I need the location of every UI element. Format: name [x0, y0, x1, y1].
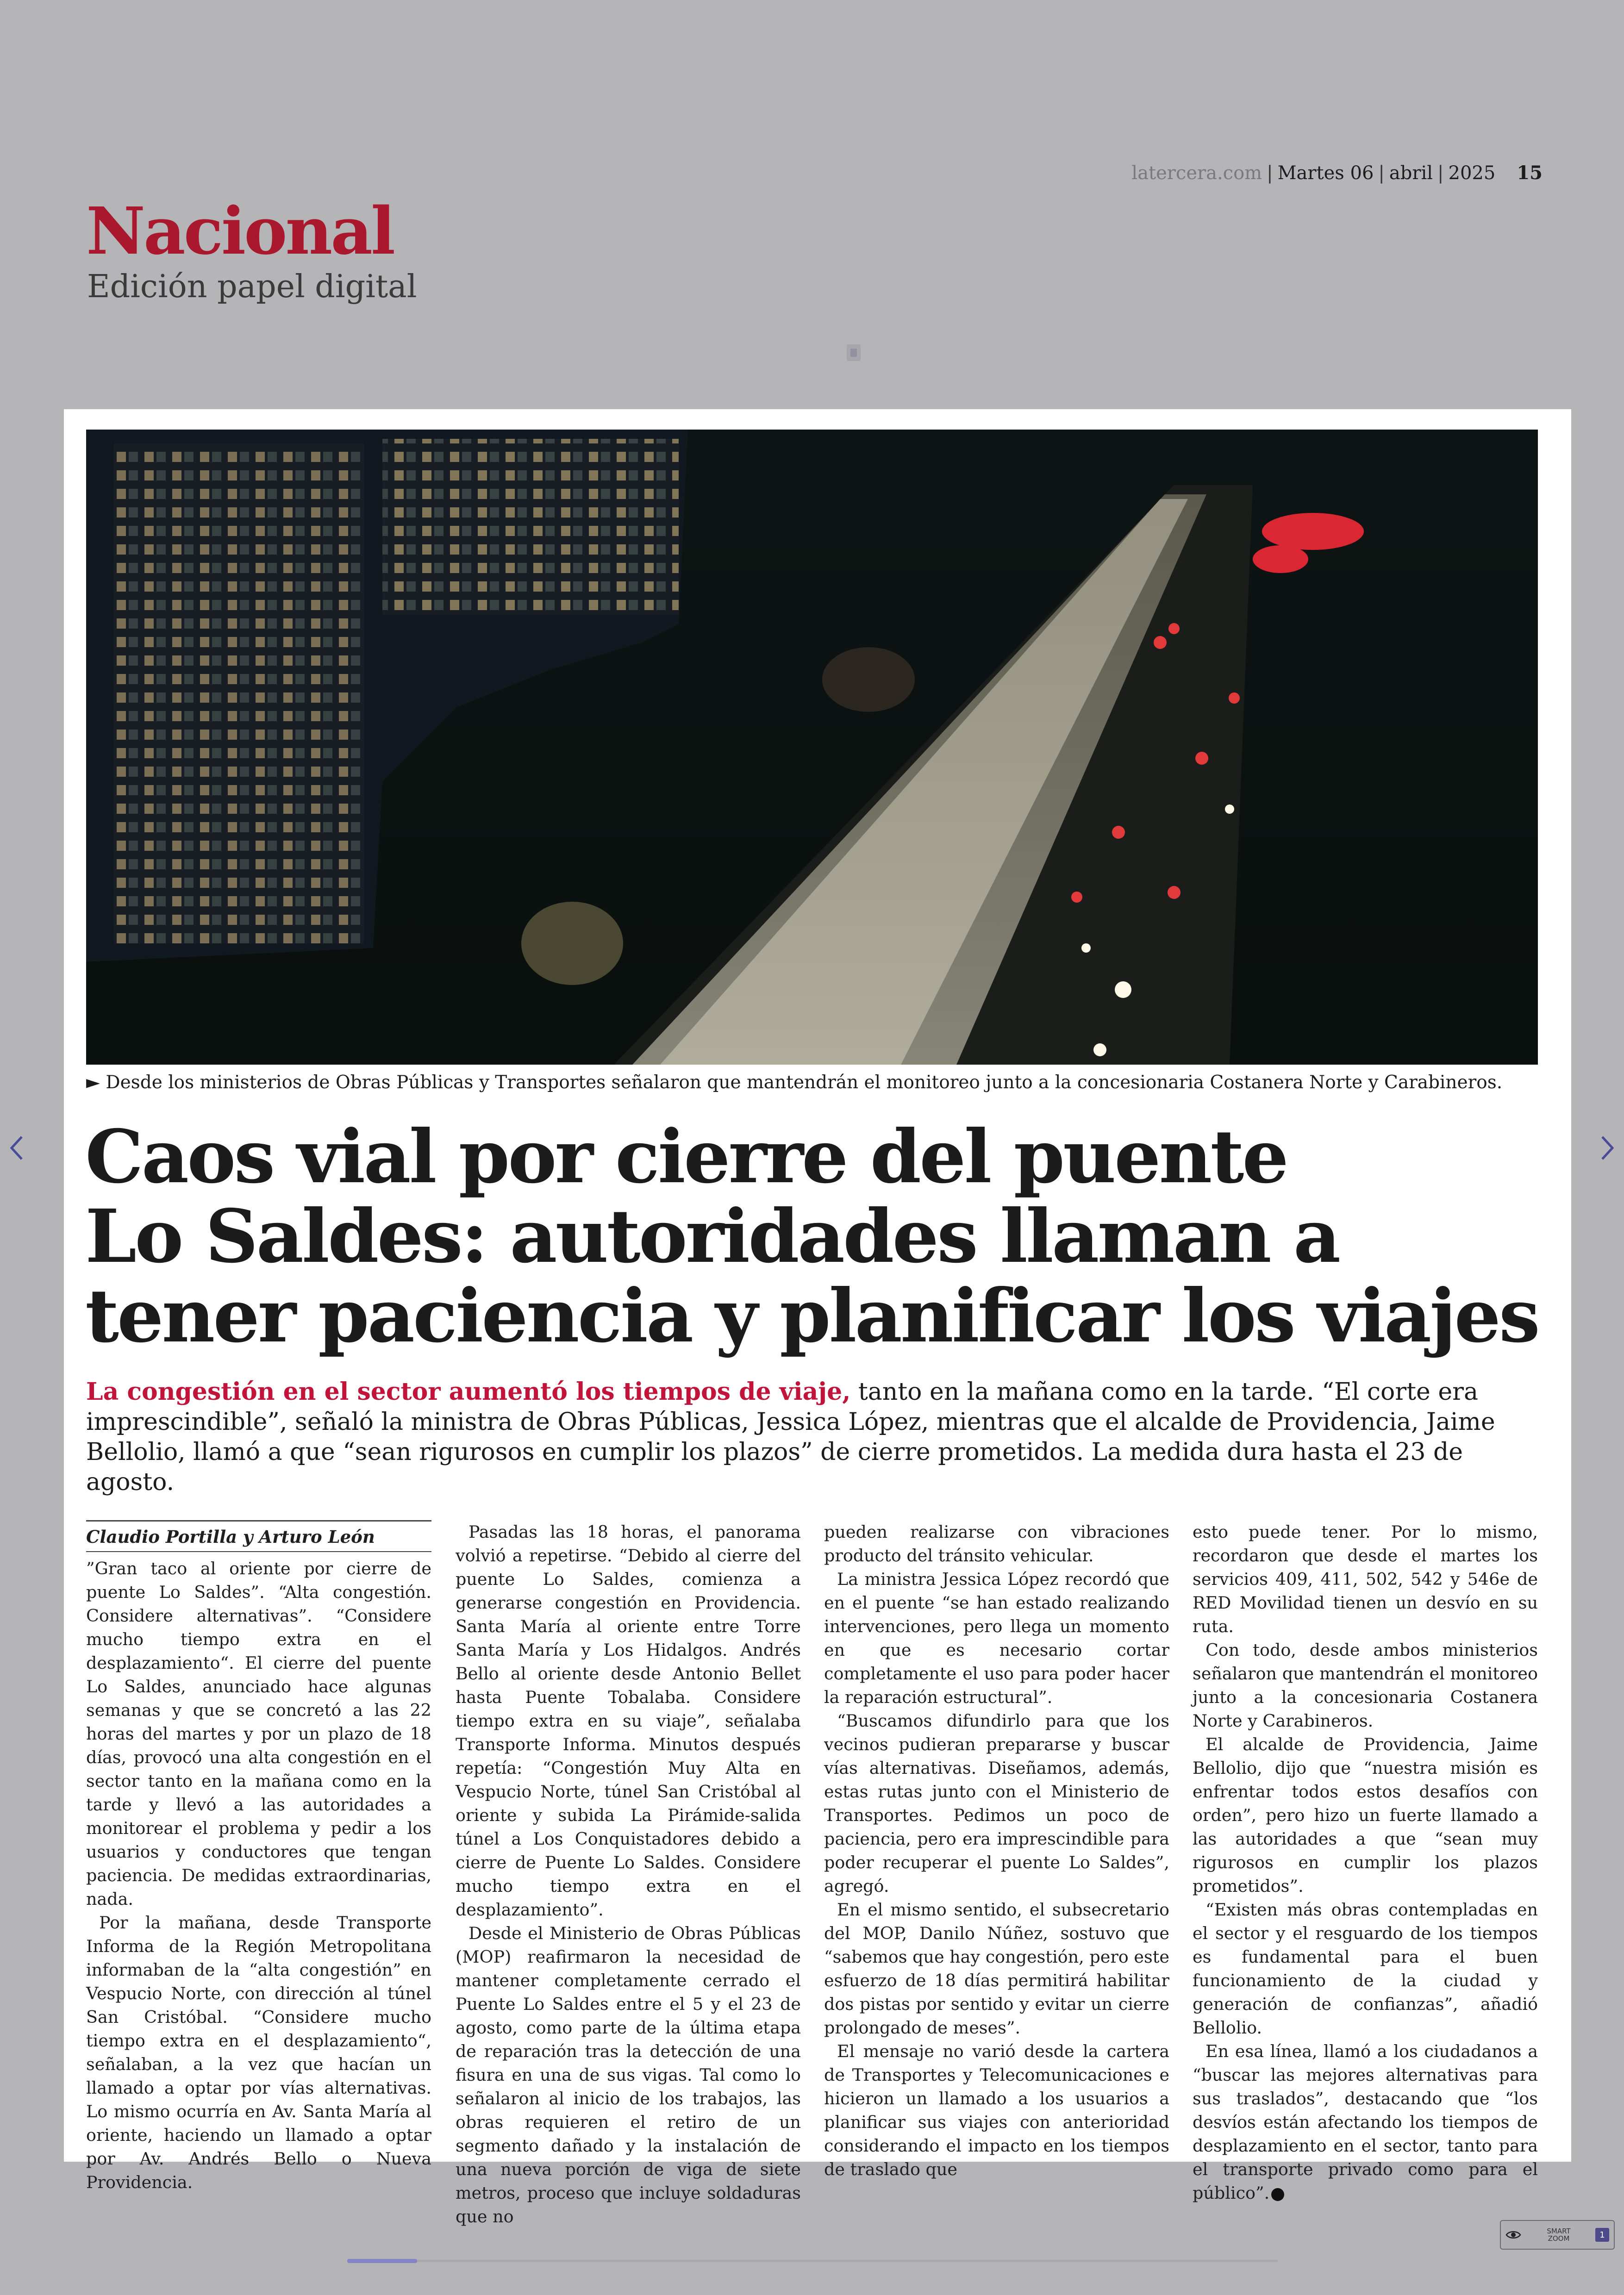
body-paragraph: pueden realizarse con vibraciones producto del tránsito vehicular. — [824, 1522, 1169, 1565]
page-scroll-thumb[interactable] — [347, 2259, 417, 2263]
eye-icon — [1505, 2229, 1521, 2240]
smart-zoom-toggle[interactable]: 1 — [1595, 2228, 1609, 2242]
page-number: 15 — [1517, 162, 1543, 184]
body-column-4 — [1193, 1520, 1538, 2205]
deck-text: tanto en la mañana como en la tarde. “El corte era imprescindible”, señaló la ministra de Obras Públicas, Jessica López, mientras que el alcalde de Providencia, Jaime Bellolio, llamó a que “sean rigurosos en cumplir los plazos” de cierre prometidos. La medida dura hasta el 23 de agosto. — [86, 1378, 1495, 1496]
body-paragraph: “Existen más obras contempladas en el sector y el resguardo de los tiempos es fundamental para el buen funcionamiento de la ciudad y generación de confianzas”, añadió Bellolio. — [1193, 1900, 1538, 2038]
chevron-right-icon — [1599, 1135, 1615, 1161]
article-headline — [85, 1114, 1548, 1359]
headline-line: Caos vial por cierre del puente — [85, 1114, 1287, 1200]
body-paragraph: En el mismo sentido, el subsecretario del MOP, Danilo Núñez, sostuvo que “sabemos que hay congestión, pero este esfuerzo de 18 días permitirá habilitar dos pistas por sentido y evitar un cierre prolongado de meses”. — [824, 1900, 1169, 2038]
page-scroll-track[interactable] — [347, 2260, 1278, 2262]
next-page-button[interactable] — [1593, 1129, 1621, 1166]
body-paragraph: Con todo, desde ambos ministerios señalaron que mantendrán el monitoreo junto a la concesionaria Costanera Norte y Carabineros. — [1193, 1640, 1538, 1731]
body-paragraph: esto puede tener. Por lo mismo, recordaron que desde el martes los servicios 409, 411, 502, 542 y 546e de RED Movilidad tienen un desvío en su ruta. — [1193, 1522, 1538, 1636]
smart-zoom-label: SMART ZOOM — [1547, 2227, 1571, 2243]
photo-caption: ► Desde los ministerios de Obras Públicas y Transportes señalaron que mantendrán el monitoreo junto a la concesionaria Costanera Norte y Carabineros. — [86, 1072, 1503, 1093]
body-column-3 — [824, 1520, 1169, 2181]
section-title: Nacional — [86, 193, 394, 269]
chevron-left-icon — [9, 1135, 25, 1161]
issue-year: 2025 — [1448, 162, 1496, 184]
edition-subtitle: Edición papel digital — [87, 268, 417, 305]
body-paragraph: ”Gran taco al oriente por cierre de puente Lo Saldes”. “Alta congestión. Considere alternativas”. “Considere mucho tiempo extra en el desplazamiento“. El cierre del puente Lo Saldes, anunciado hace algunas semanas y que se concretó a las 22 horas del martes y por un plazo de 18 días, provocó una alta congestión en el sector tanto en la mañana como en la tarde y llevó a las autoridades a monitorear el problema y pedir a los usuarios y conductores que tengan paciencia. De medidas extraordinarias, nada. — [86, 1559, 431, 1909]
body-paragraph: El mensaje no varió desde la cartera de Transportes y Telecomunicaciones e hicieron un llamado a los usuarios a planificar sus viajes con anterioridad considerando el impacto en los tiempos de traslado que — [824, 2041, 1169, 2179]
page-spread-icon[interactable] — [847, 344, 861, 361]
headline-line: tener paciencia y planificar los viajes — [85, 1273, 1538, 1359]
issue-date-line: latercera.com | Martes 06 | abril | 2025 15 — [1131, 162, 1543, 184]
body-paragraph: Pasadas las 18 horas, el panorama volvió a repetirse. “Debido al cierre del puente Lo Saldes, comienza a generarse congestión en Providencia. Santa María al oriente entre Torre Santa María y Los Hidalgos. Andrés Bello al oriente desde Antonio Bellet hasta Puente Tobalaba. Considere tiempo extra en su viaje”, señalaba Transporte Informa. Minutos después repetía: “Congestión Muy Alta en Vespucio Norte, túnel San Cristóbal al oriente y subida La Pirámide-salida túnel a Los Conquistadores debido a cierre de Puente Lo Saldes. Considere mucho tiempo extra en el desplazamiento”. — [456, 1522, 801, 1920]
issue-day: Martes 06 — [1277, 162, 1374, 184]
body-column-1 — [86, 1520, 431, 2194]
body-paragraph-text: En esa línea, llamó a los ciudadanos a “buscar las mejores alternativas para sus traslados”, destacando que “los desvíos están afectando los tiempos de desplazamiento en el sector, tanto para el transporte privado como para el público”. — [1193, 2041, 1538, 2203]
body-paragraph: Desde el Ministerio de Obras Públicas (MOP) reafirmaron la necesidad de mantener completamente cerrado el Puente Lo Saldes entre el 5 y el 23 de agosto, como parte de la última etapa de reparación tras la detección de una fisura en una de sus vigas. Tal como lo señalaron al inicio de los trabajos, las obras requieren el retiro de un segmento dañado y la instalación de una nueva porción de viga de siete metros, proceso que incluye soldaduras que no — [456, 1923, 801, 2226]
body-paragraph-last — [1193, 2039, 1538, 2205]
night-traffic-image — [86, 430, 1538, 1065]
body-paragraph: El alcalde de Providencia, Jaime Bellolio, dijo que “nuestra misión es enfrentar todos estos desafíos con orden”, pero hizo un fuerte llamado a las autoridades a que “sean muy rigurosos en cumplir los plazos prometidos”. — [1193, 1734, 1538, 1896]
byline: Claudio Portilla y Arturo León — [86, 1520, 431, 1552]
smart-zoom-control[interactable] — [1500, 2220, 1615, 2250]
body-paragraph: “Buscamos difundirlo para que los vecinos pudieran prepararse y buscar vías alternativas. Diseñamos, además, estas rutas junto con el Ministerio de Transportes. Pedimos un poco de paciencia, pero era imprescindible para poder recuperar el puente Lo Saldes”, agregó. — [824, 1711, 1169, 1896]
end-of-article-mark — [1271, 2188, 1284, 2201]
traffic-photo — [86, 430, 1538, 1065]
body-paragraph: La ministra Jessica López recordó que en el puente “se han estado realizando intervenciones, pero llega un momento en que es necesario cortar completamente el uso para poder hacer la reparación estructural”. — [824, 1569, 1169, 1707]
newspaper-page — [64, 409, 1571, 2226]
body-paragraph: Por la mañana, desde Transporte Informa de la Región Metropolitana informaban de la “alta congestión” en Vespucio Norte, con dirección al túnel San Cristóbal. “Considere mucho tiempo extra en el desplazamiento“, señalaban, a la vez que hacían un llamado a optar por vías alternativas. Lo mismo ocurría en Av. Santa María al oriente, haciendo un llamado a optar por Av. Andrés Bello o Nueva Providencia. — [86, 1913, 431, 2192]
issue-month: abril — [1389, 162, 1433, 184]
site-name: latercera.com — [1131, 162, 1262, 184]
body-column-2 — [456, 1520, 801, 2228]
headline-line: Lo Saldes: autoridades llaman a — [85, 1194, 1339, 1279]
prev-page-button[interactable] — [3, 1129, 31, 1166]
article-deck — [86, 1377, 1512, 1497]
deck-lead: La congestión en el sector aumentó los tiempos de viaje, — [86, 1378, 851, 1406]
